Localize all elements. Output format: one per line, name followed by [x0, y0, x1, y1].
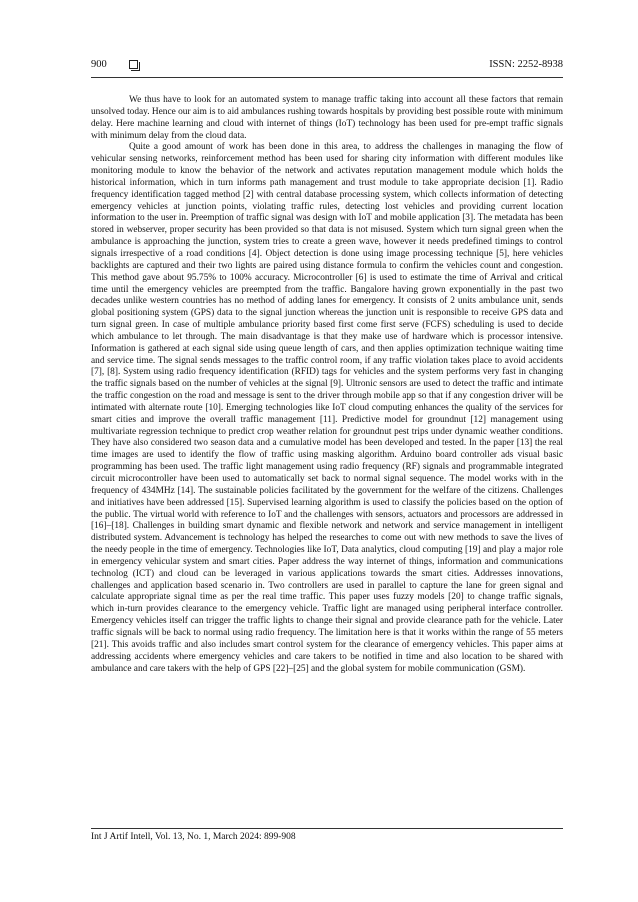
footer-citation: Int J Artif Intell, Vol. 13, No. 1, March 2024: 899-908 [91, 832, 296, 842]
paragraph-intro: We thus have to look for an automated system to manage traffic taking into account all these factors that remain unsolved today. Hence our aim is to aid ambulances rushing towards hospitals by providing best possible route with minimum delay. Here machine learning and cloud with internet of things (IoT) technology has been used for pre-empt traffic signals with minimum delay from the cloud data. [91, 95, 563, 141]
page-header [91, 56, 563, 74]
footer-divider [91, 828, 563, 829]
page-number: 900 [91, 59, 107, 70]
paragraph-related-work: Quite a good amount of work has been done in this area, to address the challenges in managing the flow of vehicular sensing networks, reinforcement method has been used for sharing city information with different modules like monitoring module to know the behavior of the network and activates reputation management module which holds the historical information, which in turn informs path management and trust module to take appropriate decision [1]. Radio frequency identification tagged method [2] with central database processing system, which collects information of detecting emergency vehicles at junction points, violating traffic rules, detecting lost vehicles and providing current location information to the user in. Preemption of traffic signal was design with IoT and mobile application [3]. The metadata has been stored in webserver, proper security has been provided so that data is not misused. System which turn signal green when the ambulance is approaching the junction, system tries to create a green wave, however it needs predefined timings to control signals irrespective of a road conditions [4]. Object detection is done using image processing technique [5], here vehicles backlights are captured and their two lights are paired using distance formula to confirm the vehicles count and congestion. This method gave about 95.75% to 100% accuracy. Microcontroller [6] is used to estimate the time of Arrival and critical time until the emergency vehicles are preempted from the traffic. Bangalore having grown exponentially in the past two decades unlike western countries has no method of adding lanes for emergency. It consists of 2 units ambulance unit, sends global positioning system (GPS) data to the signal junction whereas the junction unit is responsible to receive GPS data and turn signal green. In case of multiple ambulance priority based first come first serve (FCFS) scheduling is used to decide which ambulance to let through. The main disadvantage is that they make use of hardware which is processor intensive. Information is gathered at each signal side using queue length of cars, and then applies optimization technique waiting time and service time. The signal sends messages to the traffic control room, if any traffic violation takes place to avoid accidents [7], [8]. System using radio frequency identification (RFID) tags for vehicles and the system performs very fast in changing the traffic signals based on the number of vehicles at the signal [9]. Ultronic sensors are used to detect the traffic and intimate the traffic congestion on the road and message is sent to the driver through mobile app so that if any congestion driver will be intimated with alternate route [10]. Emerging technologies like IoT cloud computing enhances the quality of the services for smart cities and improve the overall traffic management [11]. Predictive model for groundnut [12] management using multivariate regression technique to predict crop weather relation for groundnut pest trips under dynamic weather conditions. They have also considered two season data and a cumulative model has been developed and tested. In the paper [13] the real time images are used to identify the flow of traffic using masking algorithm. Arduino board controller ads visual basic programming has been used. The traffic light management using radio frequency (RF) signals and programmable integrated circuit microcontroller have been used to automatically set back to normal signal sequence. The model works with in the frequency of 434MHz [14]. The sustainable policies facilitated by the government for the welfare of the citizens. Challenges and initiatives have been addressed [15]. Supervised learning algorithm is used to classify the policies based on the option of the public. The virtual world with reference to IoT and the challenges with sensors, actuators and processors are addressed in [16]–[18]. Challenges in building smart dynamic and flexible network and network and service management in intelligent distributed system. Advancement is technology has helped the researches to come out with new methods to save the lives of the needy people in the time of emergency. Technologies like IoT, Data analytics, cloud computing [19] and play a major role in emergency vehicular system and smart cities. Paper address the way internet of things, information and communications technolog (ICT) and cloud can be leveraged in various applications towards the smart cities. Addresses innovations, challenges and application based scenario in. Two controllers are used in parallel to capture the lane for green signal and calculate appropriate signal time as per the real time traffic. This paper uses fuzzy models [20] to change traffic signals, which in-turn provides clearance to the emergency vehicle. Traffic light are managed using peripheral interface controller. Emergency vehicles itself can trigger the traffic lights to change their signal and provide clearance path for the vehicle. Later traffic signals will be back to normal using radio frequency. The limitation here is that it works within the range of 55 meters [21]. This avoids traffic and also includes smart control system for the clearance of emergency vehicles. This paper aims at addressing accidents where emergency vehicles and care takers to be notified in time and also location to be shared with ambulance and care takers with the help of GPS [22]–[25] and the global system for mobile communication (GSM). [91, 142, 563, 674]
issn-label: ISSN: 2252-8938 [489, 59, 563, 70]
journal-box-icon [129, 60, 138, 69]
header-divider [91, 77, 563, 78]
article-body [91, 95, 563, 675]
